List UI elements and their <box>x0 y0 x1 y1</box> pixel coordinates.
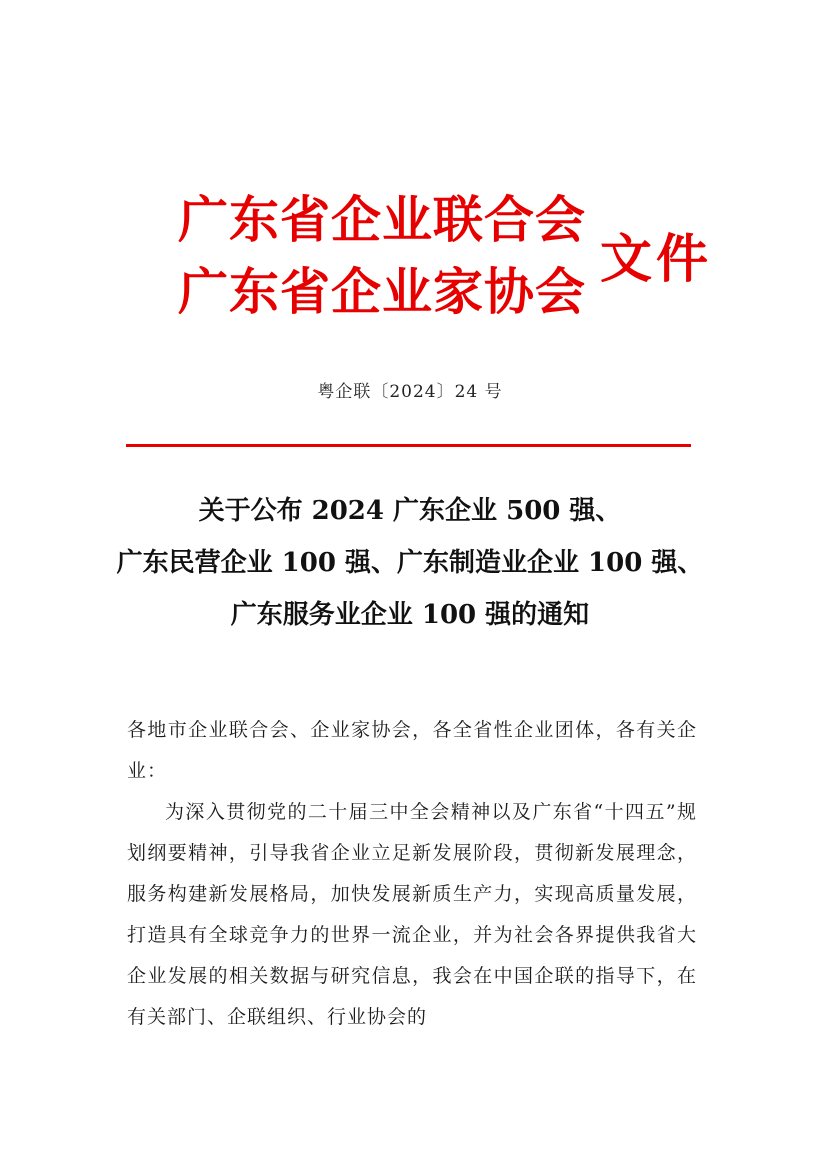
title-line-2: 广东民营企业 100 强、广东制造业企业 100 强、 <box>116 548 704 578</box>
document-type-label: 文件 <box>600 229 713 290</box>
title-line-3: 广东服务业企业 100 强的通知 <box>230 600 590 630</box>
document-number: 粤企联〔2024〕24 号 <box>317 382 503 402</box>
body-paragraph: 为深入贯彻党的二十届三中全会精神以及广东省“十四五”规划纲要精神，引导我省企业立足新发展阶段，贯彻新发展理念，服务构建新发展格局，加快发展新质生产力，实现高质量发展，打造具有全球竞争力的世界一流企业，并为社会各界提供我省大企业发展的相关数据与研究信息，我会在中国企联的指导下，在有关部门、企联组织、行业协会的 <box>127 801 697 1028</box>
notice-title <box>0 485 820 641</box>
red-divider-line <box>126 444 691 447</box>
issuer-name-line-1: 广东省企业联合会 <box>178 190 586 249</box>
notice-body <box>127 710 697 1038</box>
issuer-name-line-2: 广东省企业家协会 <box>178 262 586 321</box>
title-line-1: 关于公布 2024 广东企业 500 强、 <box>198 496 622 526</box>
salutation: 各地市企业联合会、企业家协会，各全省性企业团体，各有关企业： <box>127 719 697 782</box>
